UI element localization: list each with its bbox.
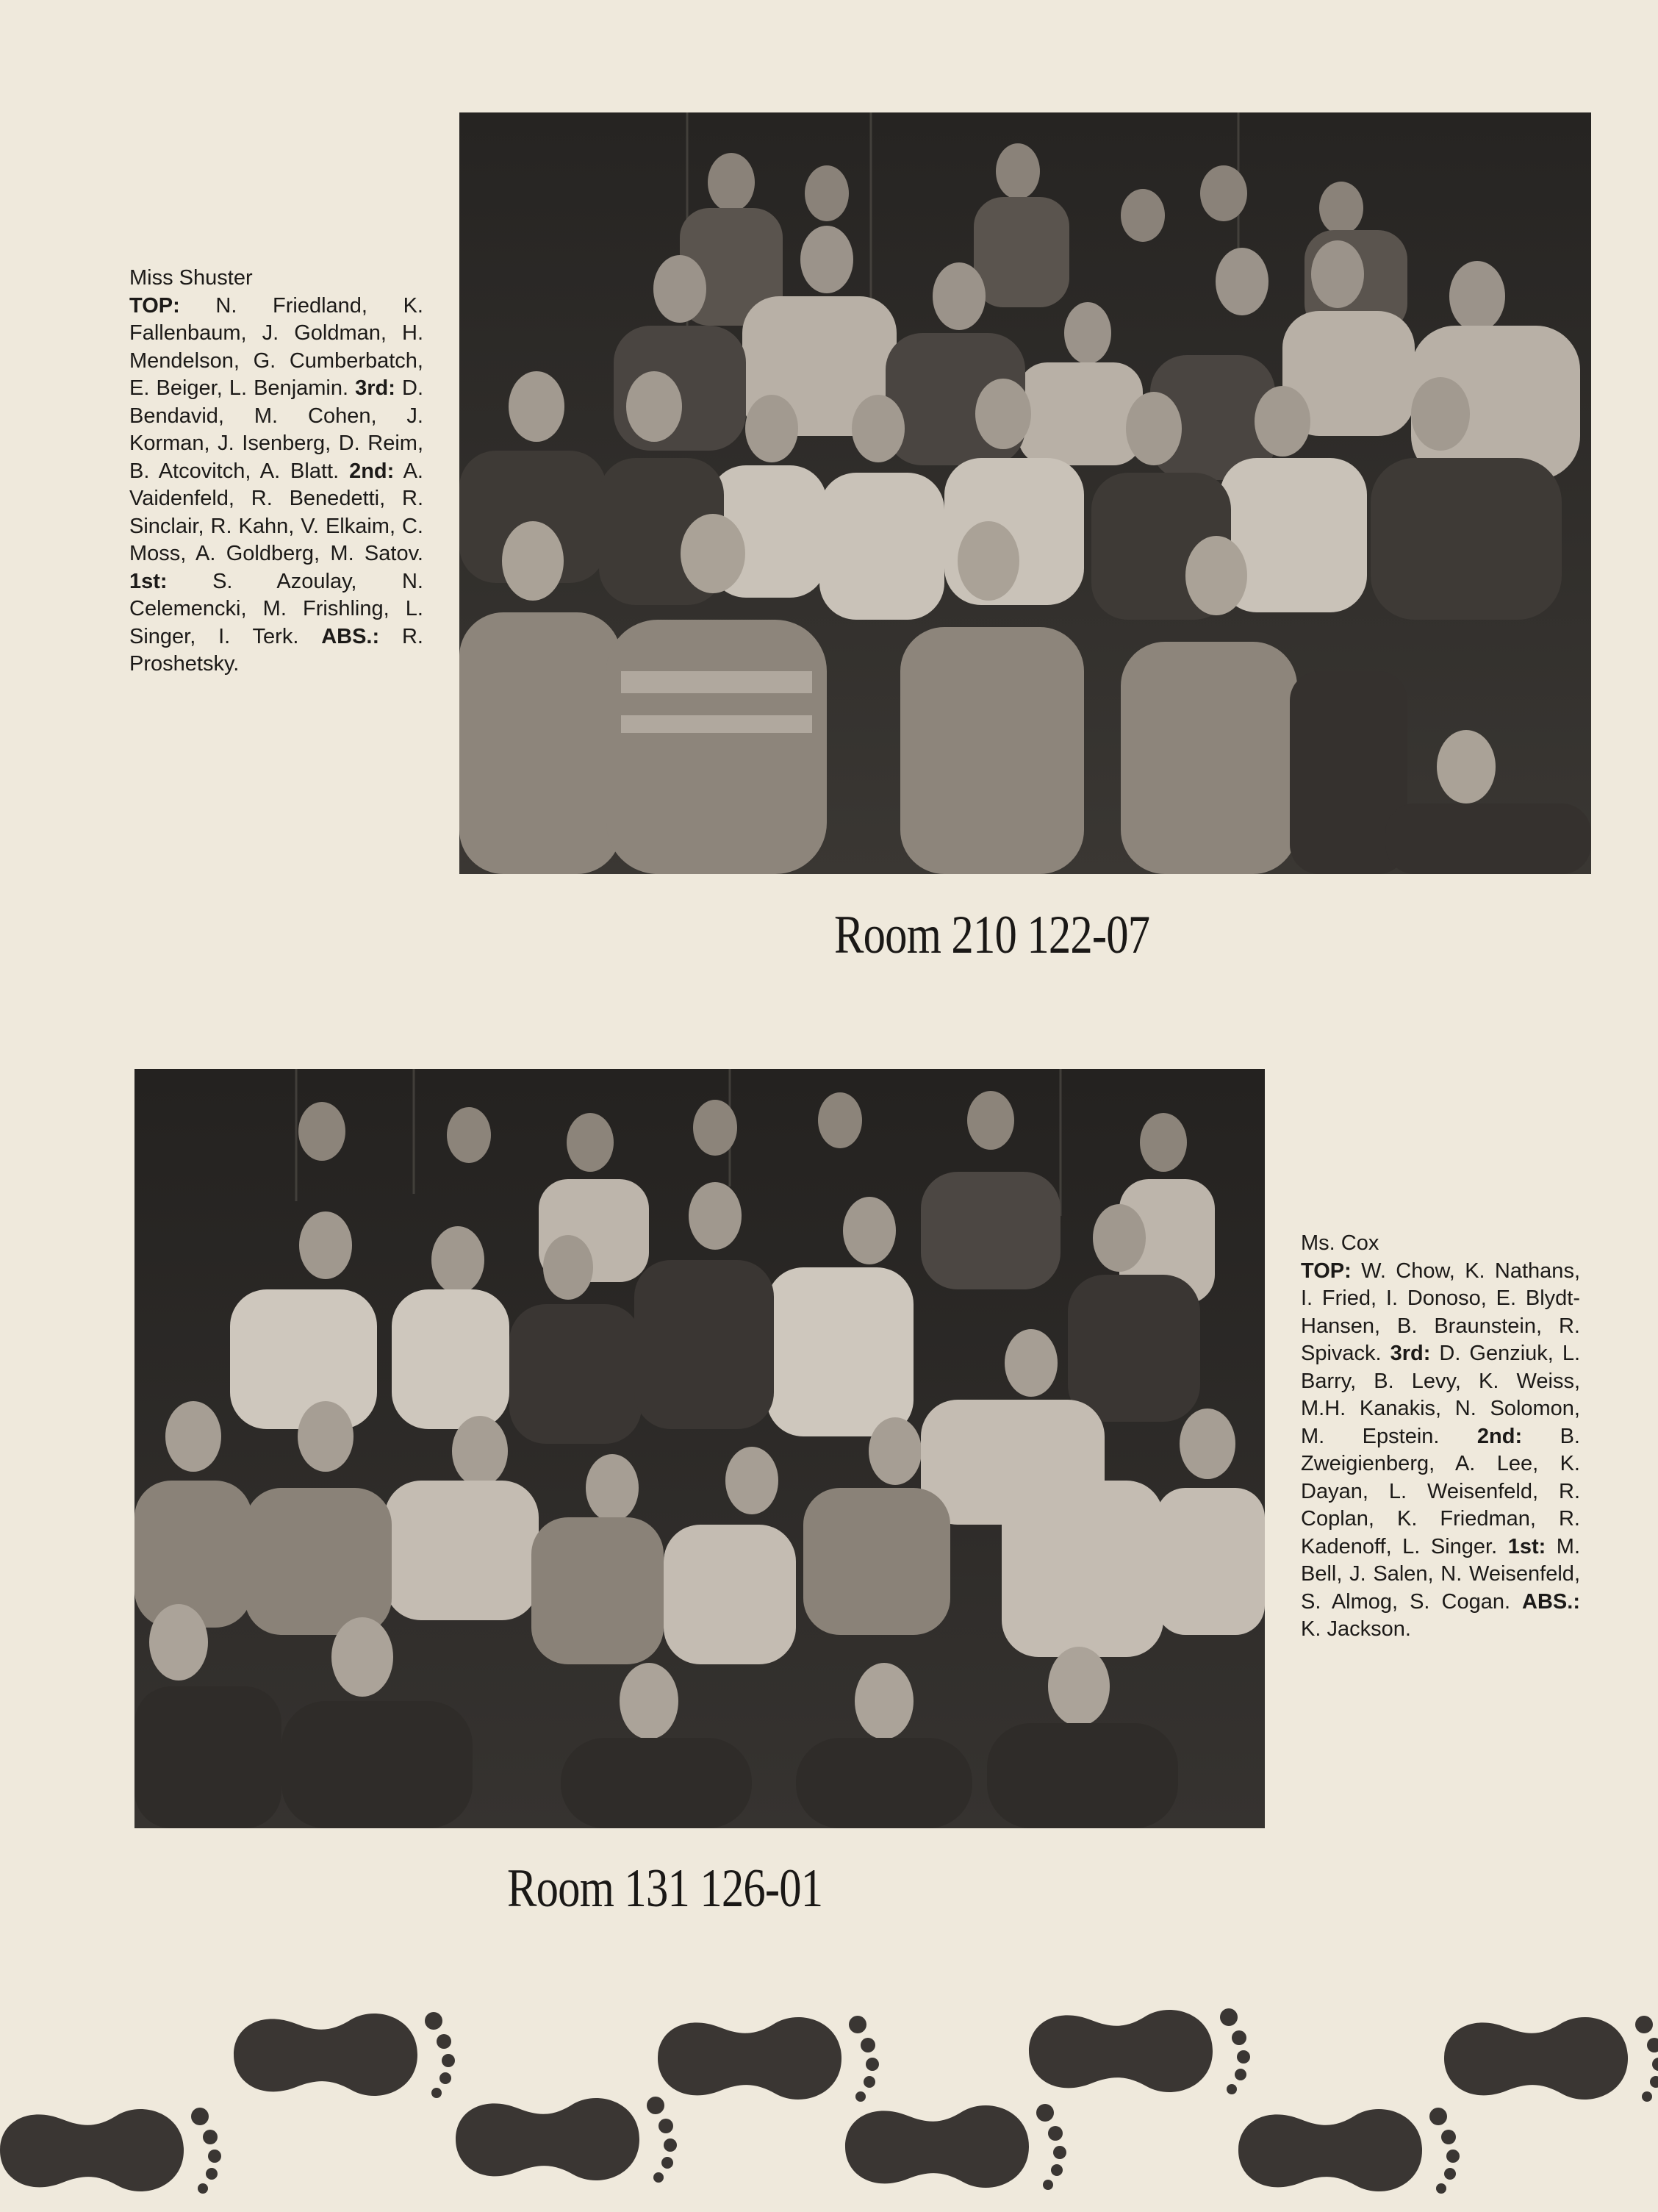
teacher-name: Miss Shuster [129,266,253,290]
class-caption-shuster [129,265,423,679]
row-label: 2nd: [349,459,395,483]
row-label: 1st: [1507,1534,1546,1558]
row-names: N. Friedland, K. Fallenbaum, J. Goldman, H. Mendelson, G. Cumberbatch, E. Beiger, L. Benjamin. [129,293,423,400]
room-title-131: Room 131 126-01 [507,1858,823,1919]
class-photo-room-210 [459,112,1591,874]
teacher-name: Ms. Cox [1301,1231,1379,1255]
row-label: TOP: [129,293,180,318]
row-label: ABS.: [1522,1589,1580,1614]
row-names: B. Zweigienberg, A. Lee, K. Dayan, L. Weisenfeld, R. Coplan, K. Friedman, R. Kadenoff, L. Singer. [1301,1424,1580,1558]
row-names: M. Bell, J. Salen, N. Weisenfeld, S. Almog, S. Cogan. [1301,1534,1581,1614]
class-photo-room-131 [134,1069,1265,1828]
row-names: K. Jackson. [1301,1617,1411,1641]
row-label: 3rd: [1390,1342,1431,1365]
row-label: ABS.: [321,624,380,648]
row-names: D. Bendavid, M. Cohen, J. Korman, J. Isenberg, D. Reim, B. Atcovitch, A. Blatt. [129,376,423,483]
row-names: A. Vaidenfeld, R. Benedetti, R. Sinclair, R. Kahn, V. Elkaim, C. Moss, A. Goldberg, M. Satov. [129,459,423,565]
row-names: S. Azoulay, N. Celemencki, M. Frishling, L. Singer, I. Terk. [129,569,423,648]
row-label: 2nd: [1476,1424,1523,1448]
row-names: W. Chow, K. Nathans, I. Fried, I. Donoso, E. Blydt-Hansen, B. Braunstein, R. Spivack. [1301,1259,1580,1365]
room-title-210: Room 210 122-07 [834,905,1150,965]
row-label: 3rd: [355,376,395,400]
footprints-border [0,1985,1658,2212]
row-names: D. Genziuk, L. Barry, B. Levy, K. Weiss, M.H. Kanakis, N. Solomon, M. Epstein. [1301,1342,1581,1448]
row-names: R. Proshetsky. [129,624,423,676]
class-caption-cox [1301,1230,1580,1644]
row-label: 1st: [129,569,168,593]
row-label: TOP: [1301,1259,1352,1283]
